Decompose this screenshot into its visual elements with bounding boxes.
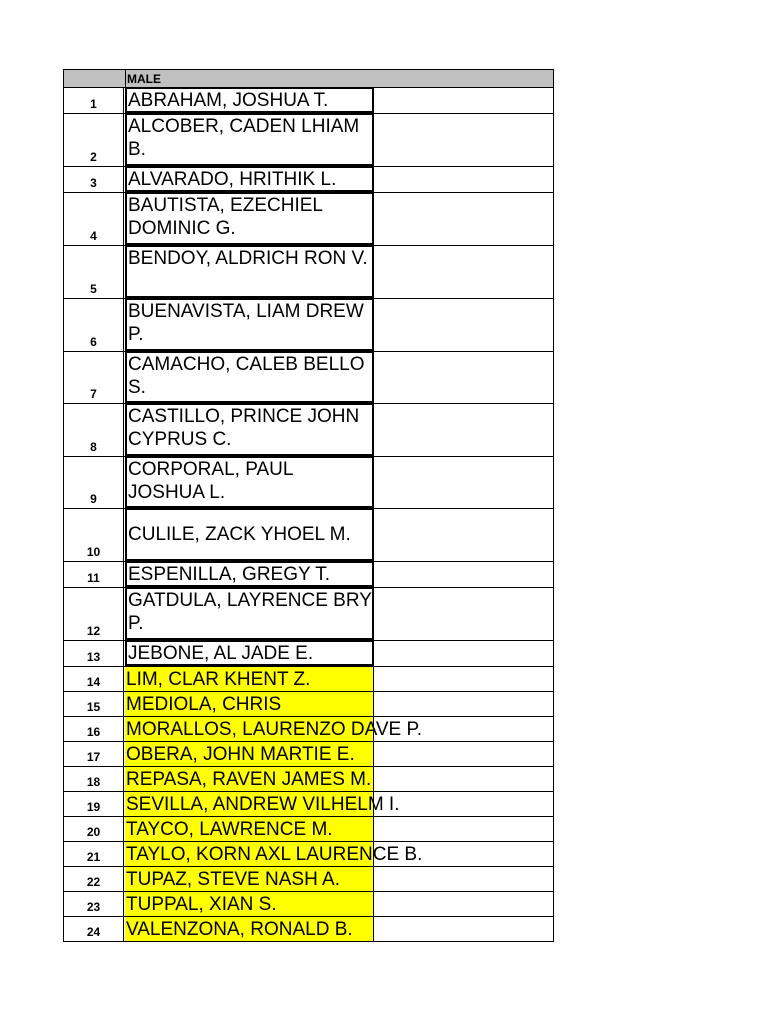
row-number: 2 — [64, 114, 124, 166]
table-row — [63, 562, 554, 588]
row-number: 13 — [64, 641, 124, 666]
header-label: MALE — [127, 72, 161, 86]
student-name — [125, 792, 400, 816]
student-name-text: VALENZONA, RONALD B. — [126, 918, 353, 940]
table-row — [63, 193, 554, 246]
student-name-text: GATDULA, LAYRENCE BRY P. — [128, 590, 372, 634]
row-number: 18 — [64, 767, 124, 791]
student-name-text: CORPORAL, PAUL JOSHUA L. — [128, 459, 293, 503]
row-number: 20 — [64, 817, 124, 841]
row-number: 1 — [64, 88, 124, 113]
student-name — [125, 867, 374, 891]
table-row — [63, 641, 554, 667]
row-number: 3 — [64, 167, 124, 192]
row-number: 24 — [64, 917, 124, 941]
student-name — [125, 457, 374, 508]
student-name-text: TUPAZ, STEVE NASH A. — [126, 868, 340, 890]
student-name — [125, 692, 374, 716]
rows-container — [63, 88, 554, 942]
student-name — [125, 509, 374, 561]
student-name-text: TAYCO, LAWRENCE M. — [126, 818, 333, 840]
student-name-text: ALVARADO, HRITHIK L. — [128, 168, 337, 190]
row-number: 19 — [64, 792, 124, 816]
student-name — [125, 892, 374, 916]
table-row — [63, 88, 554, 114]
student-name — [125, 717, 422, 741]
student-name — [125, 193, 374, 245]
row-number: 12 — [64, 588, 124, 640]
student-name-text: BAUTISTA, EZECHIEL DOMINIC G. — [128, 195, 323, 239]
student-name — [125, 767, 374, 791]
table-row — [63, 767, 554, 792]
student-name-text: TUPPAL, XIAN S. — [126, 893, 277, 915]
row-number: 10 — [64, 509, 124, 561]
row-number: 15 — [64, 692, 124, 716]
student-name-text: ALCOBER, CADEN LHIAM B. — [128, 116, 360, 160]
student-name-text: CAMACHO, CALEB BELLO S. — [128, 354, 365, 398]
student-name-text: REPASA, RAVEN JAMES M. — [126, 768, 372, 790]
table-row — [63, 299, 554, 352]
row-number: 16 — [64, 717, 124, 741]
row-number: 14 — [64, 667, 124, 691]
student-name — [125, 299, 374, 351]
student-name — [125, 917, 374, 941]
student-name — [125, 167, 374, 192]
student-name-text: ABRAHAM, JOSHUA T. — [128, 89, 329, 111]
student-name — [125, 842, 423, 866]
table-row — [63, 742, 554, 767]
row-number: 4 — [64, 193, 124, 245]
row-number: 7 — [64, 352, 124, 403]
header-row — [63, 69, 554, 88]
table-row — [63, 167, 554, 193]
student-name-text: OBERA, JOHN MARTIE E. — [126, 743, 355, 765]
table-row — [63, 692, 554, 717]
table-row — [63, 114, 554, 167]
row-number: 11 — [64, 562, 124, 587]
row-number: 22 — [64, 867, 124, 891]
student-name — [125, 352, 374, 403]
student-name-text: MEDIOLA, CHRIS — [126, 693, 282, 715]
student-name-text: TAYLO, KORN AXL LAURENCE B. — [126, 843, 423, 865]
table-row — [63, 352, 554, 404]
row-number: 9 — [64, 457, 124, 508]
table-row — [63, 792, 554, 817]
table-row — [63, 667, 554, 692]
row-number: 17 — [64, 742, 124, 766]
class-list-sheet — [63, 69, 554, 942]
student-name-text: LIM, CLAR KHENT Z. — [126, 668, 311, 690]
student-name-text: CASTILLO, PRINCE JOHN CYPRUS C. — [128, 406, 360, 450]
table-row — [63, 817, 554, 842]
student-name-text: SEVILLA, ANDREW VILHELM I. — [126, 793, 400, 815]
student-name — [125, 667, 374, 691]
student-name — [125, 742, 374, 766]
table-row — [63, 917, 554, 942]
student-name — [125, 588, 374, 640]
student-name — [125, 817, 374, 841]
row-number: 23 — [64, 892, 124, 916]
student-name — [125, 88, 374, 113]
row-number: 21 — [64, 842, 124, 866]
row-number: 8 — [64, 404, 124, 456]
table-row — [63, 842, 554, 867]
table-row — [63, 588, 554, 641]
student-name — [125, 114, 374, 166]
row-number: 5 — [64, 246, 124, 298]
table-row — [63, 457, 554, 509]
student-name-text: BENDOY, ALDRICH RON V. — [128, 248, 368, 269]
table-row — [63, 509, 554, 562]
student-name-text: MORALLOS, LAURENZO DAVE P. — [126, 718, 422, 740]
student-name-text: JEBONE, AL JADE E. — [128, 642, 314, 664]
student-name — [125, 562, 374, 587]
student-name-text: BUENAVISTA, LIAM DREW P. — [128, 301, 364, 345]
table-row — [63, 717, 554, 742]
student-name-text: ESPENILLA, GREGY T. — [128, 563, 331, 585]
table-row — [63, 404, 554, 457]
table-row — [63, 892, 554, 917]
row-number: 6 — [64, 299, 124, 351]
student-name — [125, 404, 374, 456]
table-row — [63, 867, 554, 892]
table-row — [63, 246, 554, 299]
student-name-text: CULILE, ZACK YHOEL M. — [128, 524, 351, 545]
student-name — [125, 641, 374, 666]
student-name — [125, 246, 374, 298]
